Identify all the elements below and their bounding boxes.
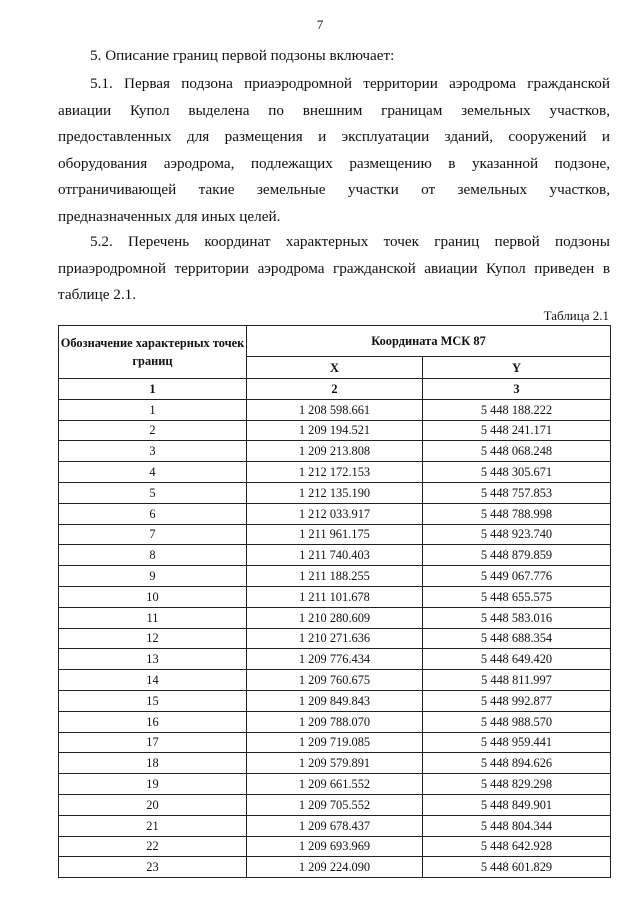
cell-x: 1 211 961.175	[247, 524, 423, 545]
header-x: X	[247, 357, 423, 379]
coordinates-table	[58, 325, 611, 878]
cell-x: 1 209 579.891	[247, 753, 423, 774]
table-row	[59, 628, 611, 649]
cell-point: 5	[59, 482, 247, 503]
cell-point: 22	[59, 836, 247, 857]
cell-point: 8	[59, 545, 247, 566]
cell-y: 5 448 068.248	[423, 441, 611, 462]
cell-y: 5 448 988.570	[423, 711, 611, 732]
cell-point: 6	[59, 503, 247, 524]
cell-point: 14	[59, 670, 247, 691]
column-number-2: 2	[247, 379, 423, 400]
table-row	[59, 545, 611, 566]
cell-y: 5 448 879.859	[423, 545, 611, 566]
cell-x: 1 212 135.190	[247, 482, 423, 503]
table-row	[59, 732, 611, 753]
table-row	[59, 794, 611, 815]
table-caption: Таблица 2.1	[543, 308, 609, 323]
cell-y: 5 448 804.344	[423, 815, 611, 836]
cell-point: 1	[59, 399, 247, 420]
cell-x: 1 211 740.403	[247, 545, 423, 566]
cell-point: 17	[59, 732, 247, 753]
cell-x: 1 209 661.552	[247, 774, 423, 795]
cell-y: 5 448 649.420	[423, 649, 611, 670]
cell-y: 5 448 188.222	[423, 399, 611, 420]
cell-point: 21	[59, 815, 247, 836]
cell-point: 19	[59, 774, 247, 795]
paragraph-5-1-text: 5.1. Первая подзона приаэродромной территории аэродрома гражданской авиации Купол выделена по внешним границам земельных участков, предоставленных для размещения и эксплуатации зданий, сооружений и оборудования аэродрома, подлежащих размещению в указанной подзоне, отграничивающей такие земельные участки от земельных участков, предназначенных для иных целей.	[58, 75, 610, 225]
cell-y: 5 448 923.740	[423, 524, 611, 545]
cell-x: 1 211 101.678	[247, 586, 423, 607]
cell-y: 5 448 811.997	[423, 670, 611, 691]
paragraph-5-2	[58, 229, 610, 309]
cell-x: 1 209 693.969	[247, 836, 423, 857]
cell-point: 15	[59, 690, 247, 711]
cell-y: 5 448 788.998	[423, 503, 611, 524]
cell-y: 5 448 305.671	[423, 462, 611, 483]
cell-point: 10	[59, 586, 247, 607]
cell-point: 4	[59, 462, 247, 483]
table-row	[59, 670, 611, 691]
cell-y: 5 448 583.016	[423, 607, 611, 628]
cell-x: 1 209 760.675	[247, 670, 423, 691]
section-title	[58, 43, 610, 70]
cell-point: 11	[59, 607, 247, 628]
cell-x: 1 212 172.153	[247, 462, 423, 483]
cell-y: 5 448 992.877	[423, 690, 611, 711]
cell-point: 20	[59, 794, 247, 815]
cell-point: 2	[59, 420, 247, 441]
table-row	[59, 774, 611, 795]
table-row	[59, 815, 611, 836]
cell-y: 5 448 757.853	[423, 482, 611, 503]
paragraph-5-2-text: 5.2. Перечень координат характерных точек границ первой подзоны приаэродромной территории аэродрома гражданской авиации Купол приведен в таблице 2.1.	[58, 233, 610, 303]
cell-point: 18	[59, 753, 247, 774]
cell-x: 1 209 224.090	[247, 857, 423, 878]
cell-y: 5 448 894.626	[423, 753, 611, 774]
table-row	[59, 753, 611, 774]
cell-x: 1 208 598.661	[247, 399, 423, 420]
cell-point: 3	[59, 441, 247, 462]
header-y: Y	[423, 357, 611, 379]
table-row	[59, 607, 611, 628]
table-row	[59, 836, 611, 857]
cell-point: 16	[59, 711, 247, 732]
table-row	[59, 441, 611, 462]
table-row	[59, 524, 611, 545]
cell-x: 1 209 213.808	[247, 441, 423, 462]
cell-y: 5 448 601.829	[423, 857, 611, 878]
table-row	[59, 566, 611, 587]
cell-point: 12	[59, 628, 247, 649]
table-row	[59, 690, 611, 711]
cell-y: 5 448 655.575	[423, 586, 611, 607]
cell-y: 5 448 959.441	[423, 732, 611, 753]
cell-y: 5 448 241.171	[423, 420, 611, 441]
cell-x: 1 209 719.085	[247, 732, 423, 753]
cell-y: 5 448 642.928	[423, 836, 611, 857]
header-points: Обозначение характерных точек границ	[59, 326, 247, 379]
table-row	[59, 857, 611, 878]
table-row	[59, 649, 611, 670]
cell-x: 1 209 776.434	[247, 649, 423, 670]
cell-point: 23	[59, 857, 247, 878]
table-row	[59, 462, 611, 483]
cell-x: 1 209 678.437	[247, 815, 423, 836]
cell-x: 1 209 705.552	[247, 794, 423, 815]
cell-x: 1 211 188.255	[247, 566, 423, 587]
paragraph-5-1	[58, 71, 610, 230]
cell-y: 5 448 688.354	[423, 628, 611, 649]
table-row	[59, 420, 611, 441]
cell-point: 7	[59, 524, 247, 545]
cell-y: 5 449 067.776	[423, 566, 611, 587]
cell-point: 13	[59, 649, 247, 670]
cell-y: 5 448 829.298	[423, 774, 611, 795]
cell-x: 1 209 788.070	[247, 711, 423, 732]
header-coordinate-system: Координата МСК 87	[247, 326, 611, 357]
table-row	[59, 503, 611, 524]
cell-x: 1 209 849.843	[247, 690, 423, 711]
cell-x: 1 210 280.609	[247, 607, 423, 628]
page-number: 7	[316, 17, 324, 32]
table-body	[59, 399, 611, 877]
table-row	[59, 482, 611, 503]
cell-y: 5 448 849.901	[423, 794, 611, 815]
cell-x: 1 210 271.636	[247, 628, 423, 649]
table-row	[59, 711, 611, 732]
section-title-text: 5. Описание границ первой подзоны включает:	[90, 47, 395, 64]
cell-x: 1 209 194.521	[247, 420, 423, 441]
column-number-3: 3	[423, 379, 611, 400]
column-number-1: 1	[59, 379, 247, 400]
cell-x: 1 212 033.917	[247, 503, 423, 524]
table-row	[59, 399, 611, 420]
cell-point: 9	[59, 566, 247, 587]
table-row	[59, 586, 611, 607]
